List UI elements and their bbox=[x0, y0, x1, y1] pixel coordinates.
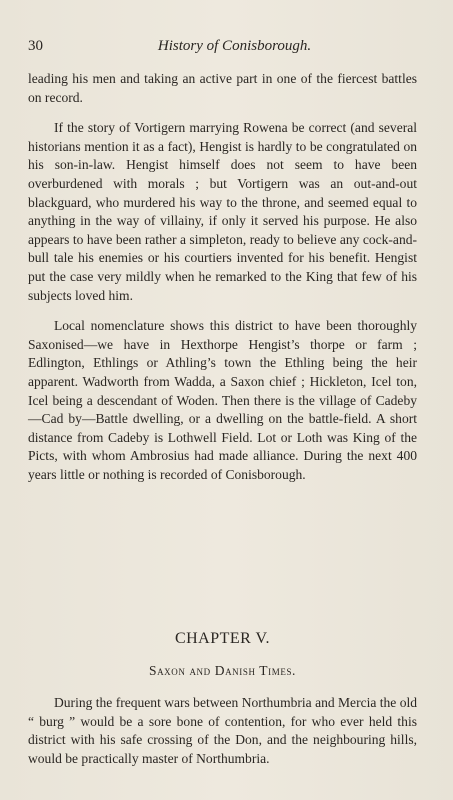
running-title: History of Conisborough. bbox=[157, 38, 312, 54]
paragraph: If the story of Vortigern marrying Rowena be correct (and several historians mention it as a fact), Hengist is hardly to be congratulated on his son-in-law. Hengist himself does not seem to have been overburdened with morals ; but Vortigern was an out-and-out blackguard, who murdered his way to the throne, and seemed equal to anything in the way of villainy, if only it served his purpose. He also appears to have been rather a simpleton, ready to believe any cock-and-bull tale his enemies or his courtiers invented for his benefit. Hengist put the case very mildly when he remarked to the King that few of his subjects loved him. bbox=[28, 120, 417, 303]
paragraph: During the frequent wars between Northumbria and Mercia the old “ burg ” would be a sore bone of contention, for who ever held this district with his safe crossing of the Don, and the neighbouring hills, would be practically master of Northumbria. bbox=[28, 695, 418, 766]
page-header bbox=[28, 38, 423, 58]
paragraph: Local nomenclature shows this district to have been thoroughly Saxonised—we have in Hexthorpe Hengist’s thorpe or farm ; Edlington, Ethlings or Athling’s town the Ethling being the heir apparent. Wadworth from Wadda, a Saxon chief ; Hickleton, Icel ton, Icel being a descendant of Woden. Then there is the village of Cadeby—Cad by—Battle dwelling, or a dwelling on the battle-field. A short distance from Cadeby is Lothwell Field. Lot or Loth was King of the Picts, with whom Ambrosius had made alliance. During the next 400 years little or nothing is recorded of Conisborough. bbox=[28, 318, 417, 482]
paragraph: leading his men and taking an active part in one of the fiercest battles on record. bbox=[28, 71, 417, 105]
chapter-text bbox=[28, 694, 417, 768]
chapter-title: Saxon and Danish Times. bbox=[148, 663, 297, 678]
page-number: 30 bbox=[28, 38, 43, 54]
chapter-heading: CHAPTER V. bbox=[174, 630, 271, 647]
main-text bbox=[28, 70, 417, 484]
